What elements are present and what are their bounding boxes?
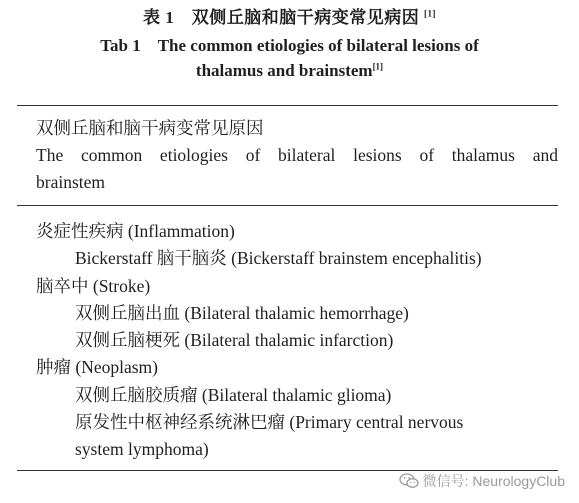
category-inflammation: 炎症性疾病 (Inflammation) [36, 221, 235, 241]
item-cns-lymphoma-line1: 原发性中枢神经系统淋巴瘤 (Primary central nervous [75, 412, 464, 433]
table-header-rule [17, 205, 558, 206]
category-neoplasm: 肿瘤 (Neoplasm) [36, 357, 158, 378]
title-zh-reference: [1] [424, 8, 436, 19]
table-title [0, 6, 579, 83]
header-english-line1: The common etiologies of bilateral lesions of thalamus and [36, 145, 558, 165]
title-en-reference: [1] [372, 61, 384, 72]
watermark-text: 微信号: NeurologyClub [422, 473, 565, 489]
item-cns-lymphoma-line2: system lymphoma) [75, 439, 209, 460]
table-top-rule [17, 105, 558, 106]
wechat-icon [399, 473, 419, 489]
table-body [36, 218, 558, 464]
title-english-line1: Tab 1 The common etiologies of bilateral lesions of [100, 36, 479, 55]
item-bickerstaff: Bickerstaff 脑干脑炎 (Bickerstaff brainstem encephalitis) [75, 248, 482, 269]
item-thalamic-hemorrhage: 双侧丘脑出血 (Bilateral thalamic hemorrhage) [75, 302, 409, 323]
header-chinese: 双侧丘脑和脑干病变常见原因 [36, 118, 264, 138]
header-english-line2: brainstem [36, 172, 106, 192]
item-thalamic-glioma: 双侧丘脑胶质瘤 (Bilateral thalamic glioma) [75, 384, 392, 405]
title-english-line2: thalamus and brainstem[1] [195, 61, 384, 80]
watermark [399, 471, 565, 491]
item-thalamic-infarction: 双侧丘脑梗死 (Bilateral thalamic infarction) [75, 330, 394, 351]
title-chinese: 表 1 双侧丘脑和脑干病变常见病因 [1] [143, 8, 436, 27]
table-header [36, 115, 558, 196]
category-stroke: 脑卒中 (Stroke) [36, 275, 151, 296]
